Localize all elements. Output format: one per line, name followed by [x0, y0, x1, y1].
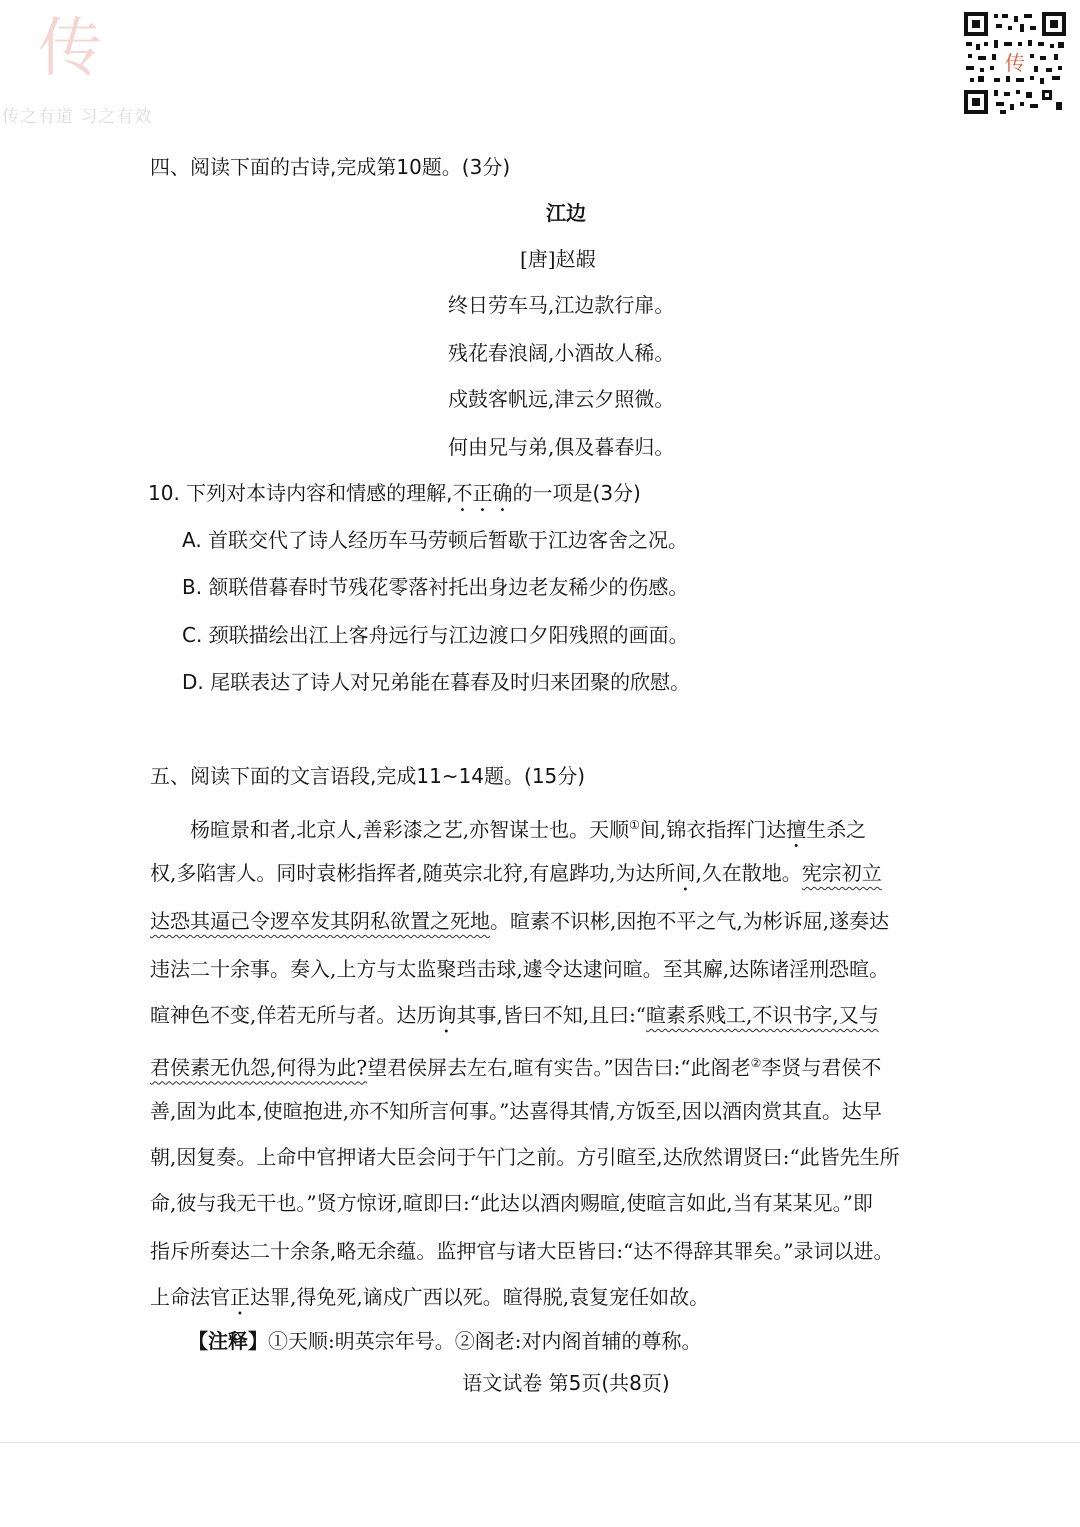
option-d: D. 尾联表达了诗人对兄弟能在暮春及时归来团聚的欣慰。	[182, 670, 691, 694]
option-c: C. 颈联描绘出江上客舟远行与江边渡口夕阳残照的画面。	[182, 623, 689, 647]
wavy-underline: 暄素系贱工,不识书字,又与	[646, 1003, 879, 1027]
qr-code-icon	[964, 12, 1066, 114]
watermark-slogan: 传之有道 习之有效	[2, 107, 153, 127]
wavy-underline: 君侯素无仇怨,何得为此?	[150, 1055, 368, 1080]
passage-line: 指斥所奏达二十余条,略无余蕴。监押官与诸大臣皆曰:“达不得辞其罪矣。”录词以进。	[150, 1239, 894, 1263]
poem-title: 江边	[546, 201, 586, 225]
emphasis-dotted: 询	[436, 1003, 457, 1027]
option-b: B. 颔联借暮春时节残花零落衬托出身边老友稀少的伤感。	[182, 575, 689, 599]
passage-line: 杨暄景和者,北京人,善彩漆之艺,亦智谋士也。天顺①间,锦衣指挥门达擅生杀之	[190, 817, 867, 842]
emphasis-dotted: 不正确	[452, 481, 513, 505]
section5-heading: 五、阅读下面的文言语段,完成11~14题。(15分)	[150, 764, 586, 788]
footnote	[188, 1326, 701, 1356]
passage-line: 命,彼与我无干也。”贤方惊讶,暄即曰:“此达以酒肉赐暄,使暄言如此,当有某某见。”即	[150, 1191, 873, 1215]
page-divider	[0, 1442, 1080, 1443]
poem-author: [唐]赵嘏	[520, 247, 596, 271]
wavy-underline: 宪宗初立	[801, 861, 882, 885]
poem-line: 何由兄与弟,俱及暮春归。	[448, 435, 675, 459]
question-10-stem	[148, 478, 641, 516]
passage-line: 君侯素无仇怨,何得为此?望君侯屏去左右,暄有实告。”因告曰:“此阁老②李贤与君侯不	[150, 1055, 882, 1080]
footnote-marker: ②	[750, 1056, 762, 1070]
page-footer: 语文试卷 第5页(共8页)	[462, 1371, 670, 1395]
watermark-logo: 传	[38, 12, 102, 86]
footnote-marker: ①	[629, 818, 640, 832]
stem-text: 10. 下列对本诗内容和情感的理解,	[148, 481, 453, 505]
poem-line: 残花春浪阔,小酒故人稀。	[448, 341, 675, 365]
passage-line: 权,多陷害人。同时袁彬指挥者,随英宗北狩,有扈跸功,为达所间,久在散地。宪宗初立	[150, 861, 882, 885]
footnote-text: ①天顺:明英宗年号。②阁老:对内阁首辅的尊称。	[268, 1329, 702, 1353]
poem-line: 戍鼓客帆远,津云夕照微。	[448, 387, 675, 411]
poem-line: 终日劳车马,江边款行扉。	[448, 293, 675, 317]
emphasis-dotted: 擅	[786, 817, 807, 842]
emphasis-dotted: 间	[675, 861, 696, 885]
passage-line: 达恐其逼己令逻卒发其阴私欲置之死地。暄素不识彬,因抱不平之气,为彬诉屈,遂奏达	[150, 909, 890, 933]
qr-center-logo: 传	[1005, 51, 1025, 75]
section4-heading: 四、阅读下面的古诗,完成第10题。(3分)	[150, 155, 511, 179]
passage-line: 暄神色不变,佯若无所与者。达历询其事,皆曰不知,且曰:“暄素系贱工,不识书字,又与	[150, 1003, 879, 1027]
option-a: A. 首联交代了诗人经历车马劳顿后暂歇于江边客舍之况。	[182, 528, 689, 552]
footnote-label: 【注释】	[188, 1329, 268, 1353]
passage-line: 上命法官正达罪,得免死,谪戍广西以死。暄得脱,袁复宠任如故。	[150, 1285, 710, 1309]
wavy-underline: 达恐其逼己令逻卒发其阴私欲置之死地	[150, 909, 490, 933]
passage-line: 朝,因复奏。上命中官押诸大臣会问于午门之前。方引暄至,达欣然谓贤曰:“此皆先生所	[150, 1145, 900, 1169]
stem-text: 的一项是(3分)	[512, 481, 641, 505]
emphasis-dotted: 正	[230, 1285, 250, 1309]
passage-line: 善,固为此本,使暄抱进,亦不知所言何事。”达喜得其情,方饭至,因以酒肉赏其直。达早	[150, 1099, 883, 1123]
passage-line: 违法二十余事。奏入,上方与太监聚珰击球,遽令达逮问暄。至其廨,达陈诸淫刑恐暄。	[150, 957, 890, 981]
